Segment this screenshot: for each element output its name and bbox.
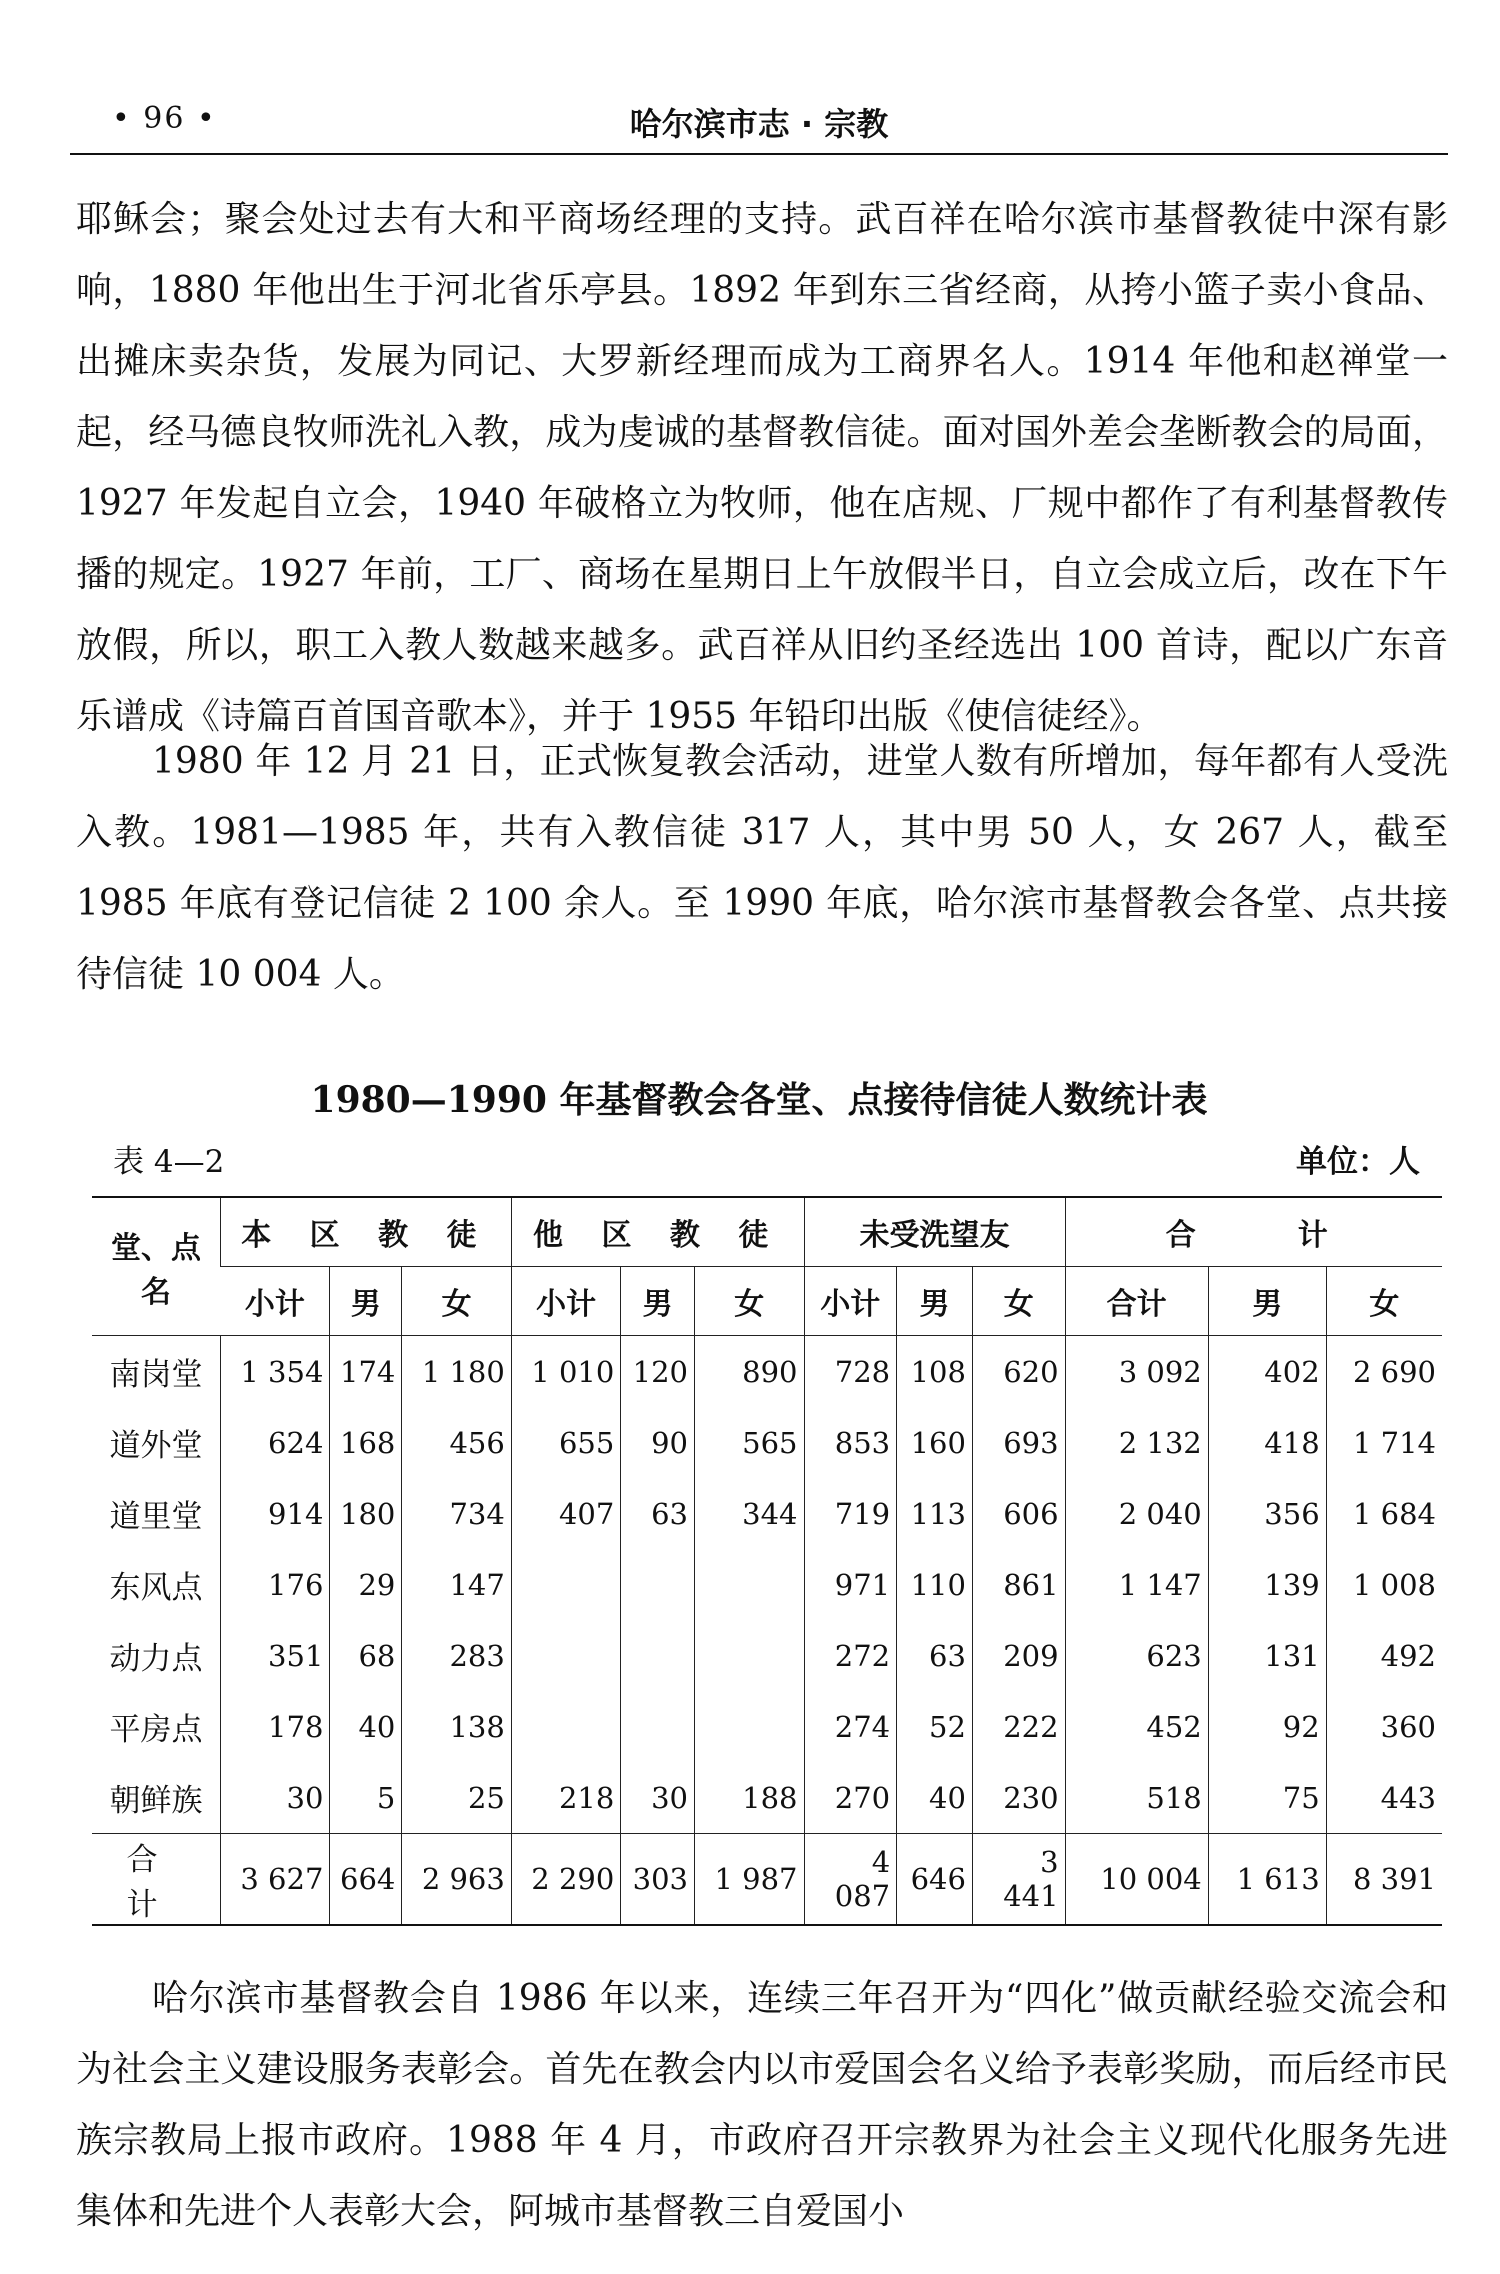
table-body: [92, 1336, 1442, 1834]
total-cell: 303: [621, 1834, 695, 1926]
table-cell: 209: [972, 1620, 1065, 1691]
table-cell: 3 092: [1065, 1336, 1208, 1408]
total-cell: 3 627: [220, 1834, 329, 1926]
table-total-row: [92, 1834, 1442, 1926]
table-cell: 174: [330, 1336, 402, 1408]
table-cell: [695, 1549, 804, 1620]
table-cell: 30: [621, 1762, 695, 1834]
table-cell: 110: [897, 1549, 973, 1620]
table-cell: 606: [972, 1478, 1065, 1549]
table-cell: 178: [220, 1691, 329, 1762]
table-cell: 518: [1065, 1762, 1208, 1834]
table-cell: 147: [402, 1549, 511, 1620]
row-name: 道外堂: [109, 1428, 203, 1464]
paragraph-3: 哈尔滨市基督教会自 1986 年以来，连续三年召开为“四化”做贡献经验交流会和为社会主义建设服务表彰会。首先在教会内以市爱国会名义给予表彰奖励，而后经市民族宗教局上报市政府。1988 年 4 月，市政府召开宗教界为社会主义现代化服务先进集体和先进个人表彰大会，阿城市基督教三自爱国小: [76, 1978, 1448, 2232]
table-group-header-row: [92, 1197, 1442, 1267]
table-cell: 270: [804, 1762, 897, 1834]
row-name: 道里堂: [109, 1499, 203, 1535]
row-name: 朝鲜族: [109, 1783, 203, 1819]
table-cell: 443: [1326, 1762, 1442, 1834]
total-cell: 3 441: [972, 1834, 1065, 1926]
page-header: [70, 95, 1448, 155]
table-cell: 63: [897, 1620, 973, 1691]
table-cell: 853: [804, 1407, 897, 1478]
table-cell: 75: [1208, 1762, 1326, 1834]
group-header-other: 他 区 教 徒: [511, 1197, 804, 1267]
table-cell: 188: [695, 1762, 804, 1834]
table-cell: 160: [897, 1407, 973, 1478]
table-cell: 890: [695, 1336, 804, 1408]
total-cell: 664: [330, 1834, 402, 1926]
table-cell: 356: [1208, 1478, 1326, 1549]
row-name: 南岗堂: [109, 1357, 203, 1393]
table-cell: 1 008: [1326, 1549, 1442, 1620]
statistics-table: [92, 1196, 1442, 1926]
table-row: [92, 1549, 1442, 1620]
table-cell: 131: [1208, 1620, 1326, 1691]
subheader: 男: [1208, 1267, 1326, 1336]
table-cell: 456: [402, 1407, 511, 1478]
table-cell: [511, 1549, 620, 1620]
subheader: 小计: [511, 1267, 620, 1336]
table-cell: [621, 1620, 695, 1691]
table-cell: [695, 1620, 804, 1691]
total-label: 合计: [92, 1834, 220, 1926]
table-cell: 734: [402, 1478, 511, 1549]
table-cell: 728: [804, 1336, 897, 1408]
page-number: • 96 •: [112, 101, 217, 136]
table-cell: 2 132: [1065, 1407, 1208, 1478]
table-cell: 655: [511, 1407, 620, 1478]
group-header-local: 本 区 教 徒: [220, 1197, 511, 1267]
subheader: 男: [897, 1267, 973, 1336]
paragraph-1: 耶稣会；聚会处过去有大和平商场经理的支持。武百祥在哈尔滨市基督教徒中深有影响，1880 年他出生于河北省乐亭县。1892 年到东三省经商，从挎小篮子卖小食品、出摊床卖杂货，发展为同记、大罗新经理而成为工商界名人。1914 年他和赵禅堂一起，经马德良牧师洗礼入教，成为虔诚的基督教信徒。面对国外差会垄断教会的局面，1927 年发起自立会，1940 年破格立为牧师，他在店规、厂规中都作了有利基督教传播的规定。1927 年前，工厂、商场在星期日上午放假半日，自立会成立后，改在下午放假，所以，职工入教人数越来越多。武百祥从旧约圣经选出 100 首诗，配以广东音乐谱成《诗篇百首国音歌本》，并于 1955 年铅印出版《使信徒经》。: [76, 199, 1448, 737]
table-cell: 139: [1208, 1549, 1326, 1620]
table-cell: 1 714: [1326, 1407, 1442, 1478]
table-cell: 623: [1065, 1620, 1208, 1691]
table-cell: 120: [621, 1336, 695, 1408]
table-cell: 1 180: [402, 1336, 511, 1408]
group-header-total: 合 计: [1065, 1197, 1442, 1267]
table-cell: 719: [804, 1478, 897, 1549]
table-cell: 25: [402, 1762, 511, 1834]
subheader: 小计: [804, 1267, 897, 1336]
table-cell: 360: [1326, 1691, 1442, 1762]
total-cell: 10 004: [1065, 1834, 1208, 1926]
running-title: 哈尔滨市志 · 宗教: [629, 105, 889, 143]
table-subheader-row: [92, 1267, 1442, 1336]
total-cell: 1 613: [1208, 1834, 1326, 1926]
subheader: 男: [621, 1267, 695, 1336]
row-name: 平房点: [109, 1712, 203, 1748]
table-row: [92, 1407, 1442, 1478]
total-cell: 2 963: [402, 1834, 511, 1926]
table-cell: 90: [621, 1407, 695, 1478]
subheader: 男: [330, 1267, 402, 1336]
table-cell: 620: [972, 1336, 1065, 1408]
subheader: 女: [1326, 1267, 1442, 1336]
table-cell: 2 040: [1065, 1478, 1208, 1549]
table-cell: 29: [330, 1549, 402, 1620]
total-cell: 646: [897, 1834, 973, 1926]
table-cell: 283: [402, 1620, 511, 1691]
table-cell: 52: [897, 1691, 973, 1762]
subheader: 小计: [220, 1267, 329, 1336]
table-cell: 1 684: [1326, 1478, 1442, 1549]
table-cell: 218: [511, 1762, 620, 1834]
table-cell: 274: [804, 1691, 897, 1762]
table-cell: [621, 1549, 695, 1620]
table-row: [92, 1620, 1442, 1691]
table-cell: 5: [330, 1762, 402, 1834]
total-cell: 8 391: [1326, 1834, 1442, 1926]
row-header: 堂、点名: [92, 1197, 220, 1336]
table-cell: 230: [972, 1762, 1065, 1834]
table-cell: 30: [220, 1762, 329, 1834]
table-cell: 861: [972, 1549, 1065, 1620]
table-cell: 351: [220, 1620, 329, 1691]
table-cell: 222: [972, 1691, 1065, 1762]
table-cell: [511, 1691, 620, 1762]
total-cell: 1 987: [695, 1834, 804, 1926]
table-cell: [621, 1691, 695, 1762]
table-cell: 168: [330, 1407, 402, 1478]
table-row: [92, 1336, 1442, 1408]
table-cell: 914: [220, 1478, 329, 1549]
table-cell: 344: [695, 1478, 804, 1549]
table-cell: 407: [511, 1478, 620, 1549]
table-cell: 1 147: [1065, 1549, 1208, 1620]
table-cell: 92: [1208, 1691, 1326, 1762]
table-number: 表 4—2: [113, 1144, 225, 1180]
table-cell: 113: [897, 1478, 973, 1549]
table-cell: [511, 1620, 620, 1691]
table-cell: 402: [1208, 1336, 1326, 1408]
table-unit: 单位：人: [1296, 1144, 1420, 1180]
table-cell: 624: [220, 1407, 329, 1478]
table-cell: 452: [1065, 1691, 1208, 1762]
subheader: 女: [402, 1267, 511, 1336]
table-row: [92, 1762, 1442, 1834]
table-cell: 418: [1208, 1407, 1326, 1478]
table-cell: 108: [897, 1336, 973, 1408]
table-cell: 68: [330, 1620, 402, 1691]
subheader: 合计: [1065, 1267, 1208, 1336]
table-cell: 565: [695, 1407, 804, 1478]
table-row: [92, 1691, 1442, 1762]
row-name: 东风点: [109, 1570, 203, 1606]
total-cell: 4 087: [804, 1834, 897, 1926]
table-cell: 693: [972, 1407, 1065, 1478]
table-cell: 971: [804, 1549, 897, 1620]
table-title: 1980—1990 年基督教会各堂、点接待信徒人数统计表: [310, 1079, 1208, 1121]
table-row: [92, 1478, 1442, 1549]
total-cell: 2 290: [511, 1834, 620, 1926]
table-cell: 1 354: [220, 1336, 329, 1408]
table-cell: 2 690: [1326, 1336, 1442, 1408]
table-cell: 272: [804, 1620, 897, 1691]
paragraph-2: 1980 年 12 月 21 日，正式恢复教会活动，进堂人数有所增加，每年都有人受洗入教。1981—1985 年，共有入教信徒 317 人，其中男 50 人，女 267 人，截至 1985 年底有登记信徒 2 100 余人。至 1990 年底，哈尔滨市基督教会各堂、点共接待信徒 10 004 人。: [76, 741, 1448, 995]
table-cell: 40: [330, 1691, 402, 1762]
table-cell: 138: [402, 1691, 511, 1762]
table-cell: [695, 1691, 804, 1762]
row-name: 动力点: [109, 1641, 203, 1677]
table-cell: 1 010: [511, 1336, 620, 1408]
subheader: 女: [972, 1267, 1065, 1336]
table-cell: 40: [897, 1762, 973, 1834]
table-cell: 492: [1326, 1620, 1442, 1691]
table-cell: 180: [330, 1478, 402, 1549]
group-header-unbaptized: 未受洗望友: [804, 1197, 1065, 1267]
table-cell: 63: [621, 1478, 695, 1549]
table-cell: 176: [220, 1549, 329, 1620]
subheader: 女: [695, 1267, 804, 1336]
